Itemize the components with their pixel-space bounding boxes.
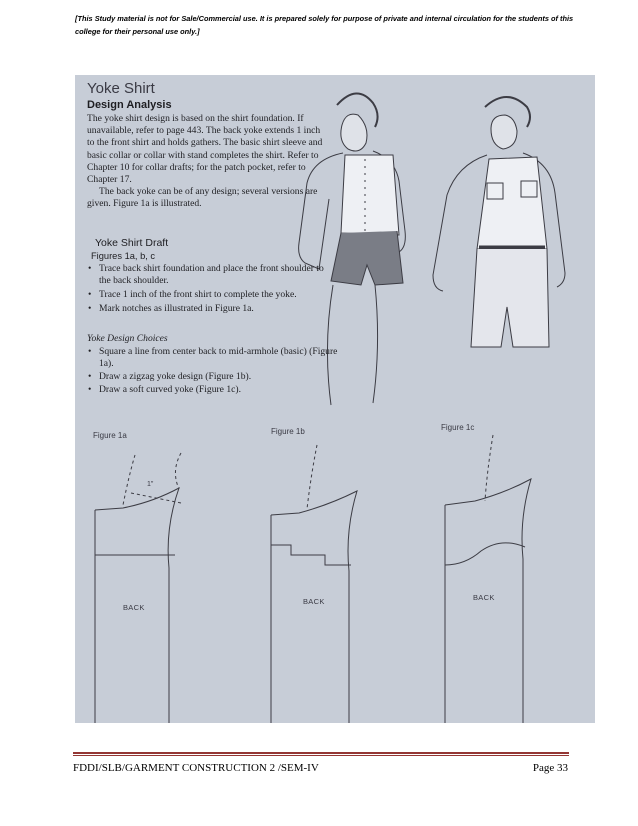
figure-1b-back-label: BACK xyxy=(303,597,325,606)
fashion-figure-right xyxy=(433,97,565,347)
draft-figure-1b xyxy=(271,445,357,723)
figures-reference: Figures 1a, b, c xyxy=(91,251,156,261)
footer-course-code: FDDI/SLB/GARMENT CONSTRUCTION 2 /SEM-IV xyxy=(73,762,319,774)
paragraph-1: The yoke shirt design is based on the shirt foundation. If unavailable, refer to page 443. The back yoke extends 1 inch to the front shirt and holds gathers. The basic shirt sleeve and basic collar or collar with stand completes the shirt. Refer to Chapter 10 for collar drafts; for the patch pocket, refer to Chapter 17. xyxy=(87,113,323,186)
draft-heading: Yoke Shirt Draft xyxy=(95,237,169,249)
draft-steps xyxy=(85,263,335,317)
page-number: Page 33 xyxy=(532,762,568,774)
figure-1a-back-label: BACK xyxy=(123,603,145,612)
figure-1c-back-label: BACK xyxy=(473,593,495,602)
measurement-label: 1" xyxy=(147,481,154,488)
list-item: • Draw a soft curved yoke (Figure 1c). xyxy=(85,384,345,396)
yoke-choices xyxy=(85,346,345,397)
disclaimer-note: [This Study material is not for Sale/Commercial use. It is prepared solely for purpose of private and internal circulation for the students of this college for their personal use only.] xyxy=(75,14,574,36)
page-title: Yoke Shirt xyxy=(87,80,155,97)
design-analysis-text xyxy=(87,113,327,211)
footer-divider xyxy=(73,752,569,754)
list-item: • Trace 1 inch of the front shirt to complete the yoke. xyxy=(85,289,335,301)
footer-divider-thin xyxy=(73,755,569,756)
figure-1a-label: Figure 1a xyxy=(93,431,127,440)
design-analysis-heading: Design Analysis xyxy=(87,99,172,111)
list-item: • Square a line from center back to mid-armhole (basic) (Figure 1a). xyxy=(85,346,345,370)
figure-1c-label: Figure 1c xyxy=(441,423,475,432)
scanned-textbook-page xyxy=(75,75,595,723)
list-item: • Draw a zigzag yoke design (Figure 1b). xyxy=(85,371,345,383)
paragraph-2: The back yoke can be of any design; several versions are given. Figure 1a is illustrated. xyxy=(87,186,318,210)
list-item: • Mark notches as illustrated in Figure 1a. xyxy=(85,303,335,315)
list-item: • Trace back shirt foundation and place the front shoulder to the back shoulder. xyxy=(85,263,335,287)
draft-figure-1a xyxy=(95,453,181,723)
figure-1b-label: Figure 1b xyxy=(271,427,305,436)
draft-figure-1c xyxy=(445,435,531,723)
yoke-choices-heading: Yoke Design Choices xyxy=(87,333,168,344)
